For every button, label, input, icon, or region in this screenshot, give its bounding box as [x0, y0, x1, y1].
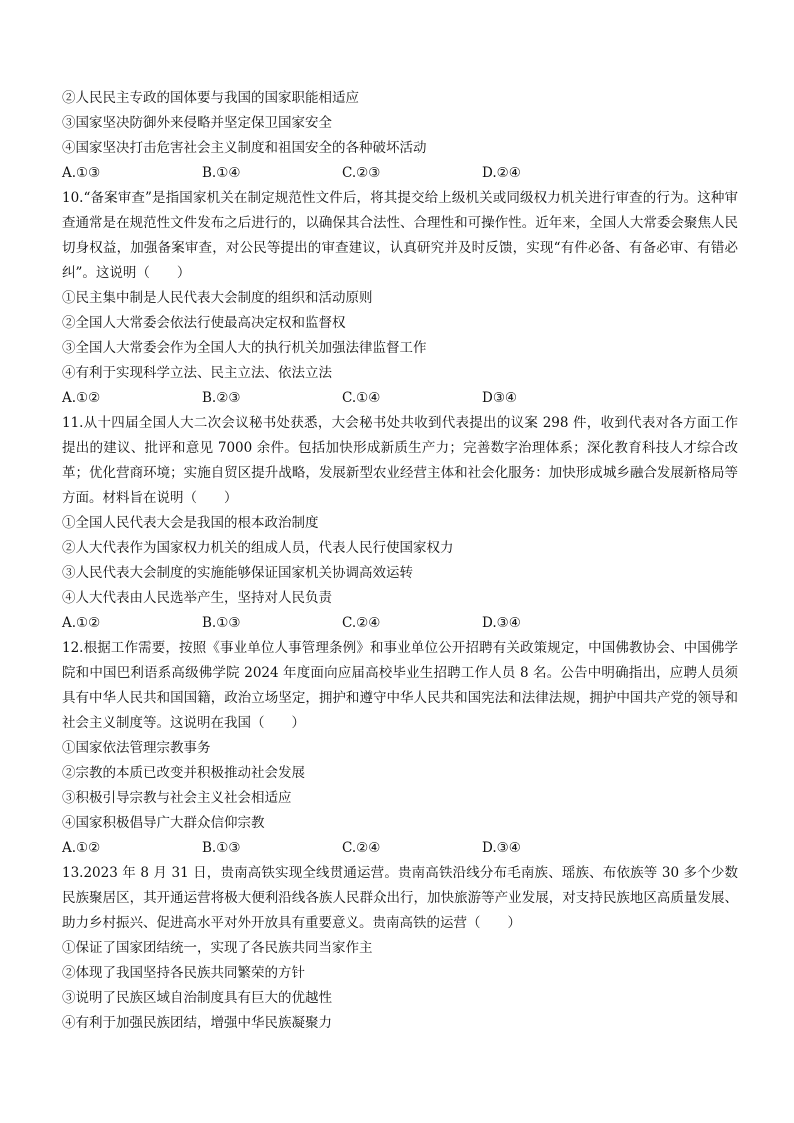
question-12: [62, 636, 738, 861]
question-stem: 13.2023 年 8 月 31 日，贵南高铁实现全线贯通运营。贵南高铁沿线分布毛南族、瑶族、布依族等 30 多个少数民族聚居区，其开通运营将极大便利沿线各族人民群众出行，加快旅游等产业发展，对支持民族地区高质量发展、助力乡村振兴、促进高水平对外开放具有重要意义。贵南高铁的运营（ ）: [62, 865, 738, 931]
option-b: B.①③: [202, 840, 241, 856]
answer-options: [62, 836, 738, 861]
choice-item: ②宗教的本质已改变并积极推动社会发展: [62, 765, 305, 781]
choice-item: ④有利于实现科学立法、民主立法、依法立法: [62, 365, 332, 381]
option-d: D.②④: [482, 165, 521, 181]
choice-item: ②体现了我国坚持各民族共同繁荣的方针: [62, 965, 305, 981]
option-d: D.③④: [482, 840, 521, 856]
choice-item: ②人大代表作为国家权力机关的组成人员，代表人民行使国家权力: [62, 540, 454, 556]
answer-options: [62, 161, 738, 186]
choice-item: ④有利于加强民族团结，增强中华民族凝聚力: [62, 1015, 332, 1031]
choice-item: ②全国人大常委会依法行使最高决定权和监督权: [62, 315, 346, 331]
option-a: A.①②: [62, 615, 101, 631]
choice-item: ④国家积极倡导广大群众信仰宗教: [62, 815, 265, 831]
option-a: A.①②: [62, 840, 101, 856]
option-a: A.①③: [62, 165, 101, 181]
option-b: B.①③: [202, 615, 241, 631]
option-b: B.②③: [202, 390, 241, 406]
question-stem: 11.从十四届全国人大二次会议秘书处获悉，大会秘书处共收到代表提出的议案 298 件，收到代表对各方面工作提出的建议、批评和意见 7000 余件。包括加快形成新质生产力；完善数字治理体系；深化教育科技人才综合改革；优化营商环境；实施自贸区提升战略，发展新型农业经营主体和社会化服务：加快形成城乡融合发展新格局等方面。材料旨在说明（ ）: [62, 415, 738, 506]
choice-item: ③说明了民族区域自治制度具有巨大的优越性: [62, 990, 332, 1006]
choice-item: ①国家依法管理宗教事务: [62, 740, 211, 756]
exam-page: [62, 86, 738, 1036]
choice-item: ①保证了国家团结统一，实现了各民族共同当家作主: [62, 940, 373, 956]
choice-item: ①民主集中制是人民代表大会制度的组织和活动原则: [62, 290, 373, 306]
answer-options: [62, 386, 738, 411]
answer-options: [62, 611, 738, 636]
option-c: C.②③: [342, 165, 381, 181]
choice-item: ④国家坚决打击危害社会主义制度和祖国安全的各种破坏活动: [62, 140, 427, 156]
choice-item: ③全国人大常委会作为全国人大的执行机关加强法律监督工作: [62, 340, 427, 356]
choice-item: ③积极引导宗教与社会主义社会相适应: [62, 790, 292, 806]
question-11: [62, 411, 738, 636]
option-d: D.③④: [482, 615, 521, 631]
choice-item: ②人民民主专政的国体要与我国的国家职能相适应: [62, 90, 359, 106]
option-c: C.①④: [342, 390, 381, 406]
question-10: [62, 186, 738, 411]
option-d: D③④: [482, 390, 518, 406]
choice-item: ④人大代表由人民选举产生，坚持对人民负责: [62, 590, 332, 606]
question-9-continued: [62, 86, 738, 186]
choice-item: ③人民代表大会制度的实施能够保证国家机关协调高效运转: [62, 565, 413, 581]
question-13: [62, 861, 738, 1036]
question-stem: 12.根据工作需要，按照《事业单位人事管理条例》和事业单位公开招聘有关政策规定，中国佛教协会、中国佛学院和中国巴利语系高级佛学院 2024 年度面向应届高校毕业生招聘工作人员 8 名。公告中明确指出，应聘人员须具有中华人民共和国国籍，政治立场坚定，拥护和遵守中华人民共和国宪法和法律法规，拥护中国共产党的领导和社会主义制度等。这说明在我国（ ）: [62, 640, 738, 731]
option-c: C.②④: [342, 615, 381, 631]
option-a: A.①②: [62, 390, 101, 406]
question-stem: 10.“备案审查”是指国家机关在制定规范性文件后，将其提交给上级机关或同级权力机关进行审查的行为。这种审查通常是在规范性文件发布之后进行的，以确保其合法性、合理性和可操作性。近年来，全国人大常委会聚焦人民切身权益，加强备案审查，对公民等提出的审查建议，认真研究并及时反馈，实现“有件必备、有备必审、有错必纠”。这说明（ ）: [62, 190, 738, 281]
choice-item: ①全国人民代表大会是我国的根本政治制度: [62, 515, 319, 531]
option-b: B.①④: [202, 165, 241, 181]
choice-item: ③国家坚决防御外来侵略并坚定保卫国家安全: [62, 115, 332, 131]
option-c: C.②④: [342, 840, 381, 856]
